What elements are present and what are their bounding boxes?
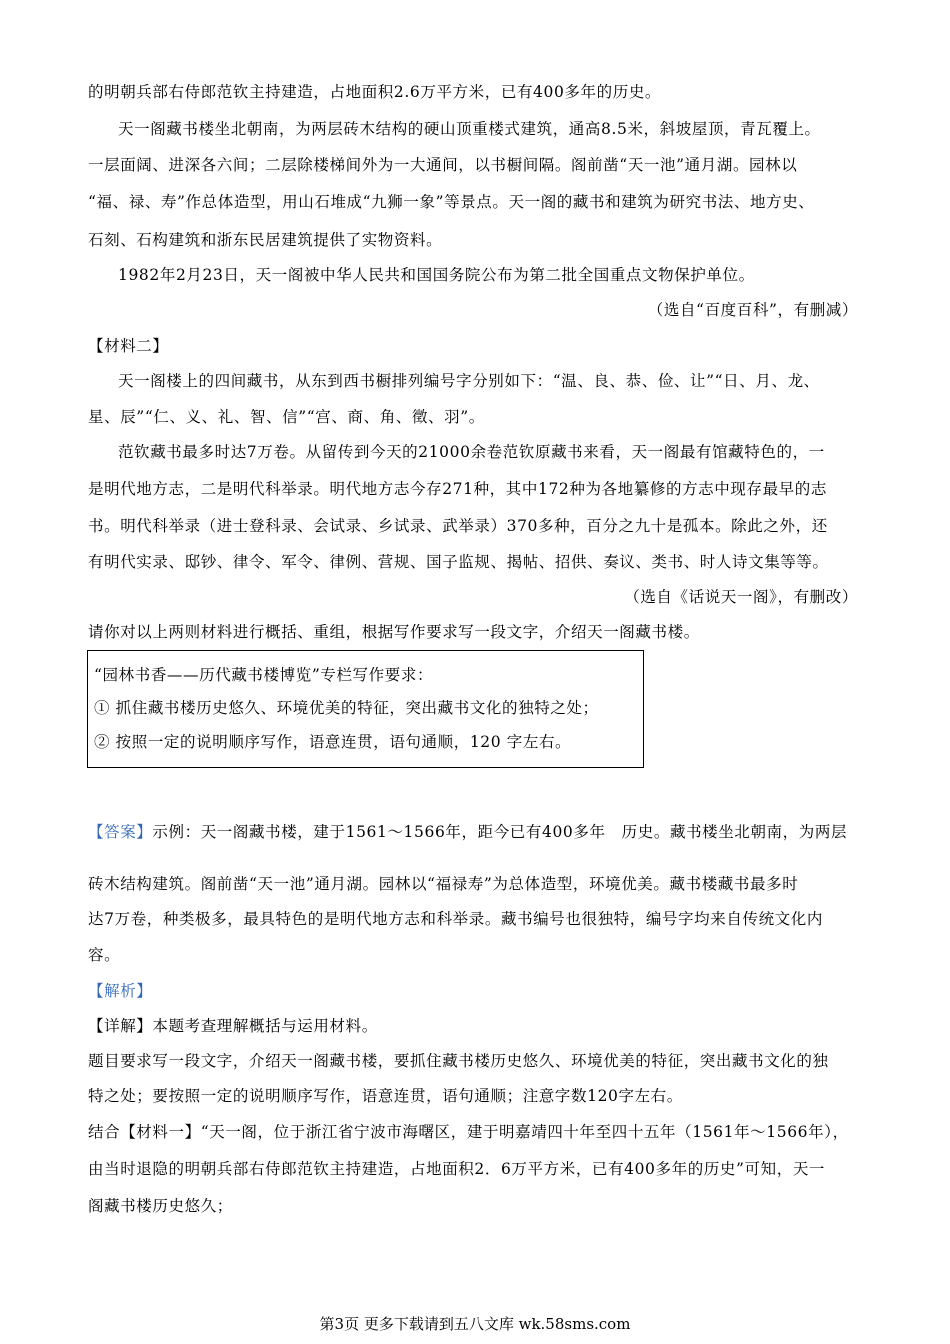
material1-paragraph: “福、禄、寿”作总体造型，用山石堆成“九狮一象”等景点。天一阁的藏书和建筑为研究书法、地方史、 (88, 193, 815, 211)
task-prompt: 请你对以上两则材料进行概括、重组，根据写作要求写一段文字，介绍天一阁藏书楼。 (88, 623, 700, 641)
material2-paragraph: 是明代地方志，二是明代科举录。明代地方志今存271种，其中172种为各地纂修的方志中现存最早的志 (88, 480, 827, 498)
requirements-box (87, 650, 644, 768)
material2-source: （选自《话说天一阁》，有删改） (624, 588, 858, 606)
requirements-item: ② 按照一定的说明顺序写作，语意连贯，语句通顺，120 字左右。 (94, 733, 572, 751)
material2-paragraph: 有明代实录、邸钞、律令、军令、律例、营规、国子监规、揭帖、招供、奏议、类书、时人诗文集等等。 (88, 553, 829, 571)
analysis-label: 【解析】 (88, 982, 153, 1000)
requirements-item: ① 抓住藏书楼历史悠久、环境优美的特征，突出藏书文化的独特之处； (94, 699, 599, 717)
requirements-title: “园林书香——历代藏书楼博览”专栏写作要求： (94, 666, 434, 684)
material1-paragraph: 1982年2月23日，天一阁被中华人民共和国国务院公布为第二批全国重点文物保护单位。 (118, 266, 755, 284)
material2-paragraph: 书。明代科举录（进士登科录、会试录、乡试录、武举录）370多种，百分之九十是孤本。除此之外，还 (88, 517, 828, 535)
material2-paragraph: 范钦藏书最多时达7万卷。从留传到今天的21000余卷范钦原藏书来看，天一阁最有馆藏特色的，一 (118, 443, 825, 461)
material1-paragraph: 石刻、石构建筑和浙东民居建筑提供了实物资料。 (88, 231, 443, 249)
material2-paragraph: 天一阁楼上的四间藏书，从东到西书橱排列编号字分别如下：“温、良、恭、俭、让”“日、月、龙、 (118, 372, 820, 390)
analysis-paragraph: 由当时退隐的明朝兵部右侍郎范钦主持建造，占地面积2．6万平方米，已有400多年的历史”可知，天一 (88, 1160, 826, 1178)
material1-paragraph: 一层面阔、进深各六间；二层除楼梯间外为一大通间，以书橱间隔。阁前凿“天一池”通月湖。园林以 (88, 156, 798, 174)
page-footer: 第3页 更多下载请到五八文库 wk.58sms.com (319, 1315, 631, 1333)
material1-paragraph: 天一阁藏书楼坐北朝南，为两层砖木结构的硬山顶重楼式建筑，通高8.5米，斜坡屋顶，青瓦覆上。 (118, 120, 821, 138)
material1-line: 的明朝兵部右侍郎范钦主持建造，占地面积2.6万平方米，已有400多年的历史。 (88, 83, 662, 101)
analysis-paragraph: 结合【材料一】“天一阁，位于浙江省宁波市海曙区，建于明嘉靖四十年至四十五年（1561年～1566年）， (88, 1123, 849, 1141)
answer-text: 砖木结构建筑。阁前凿“天一池”通月湖。园林以“福禄寿”为总体造型，环境优美。藏书楼藏书最多时 (88, 875, 799, 893)
answer-label: 【答案】 (88, 823, 153, 841)
analysis-paragraph: 题目要求写一段文字，介绍天一阁藏书楼，要抓住藏书楼历史悠久、环境优美的特征，突出藏书文化的独 (88, 1052, 829, 1070)
analysis-paragraph: 阁藏书楼历史悠久； (88, 1197, 233, 1215)
material2-paragraph: 星、辰”“仁、义、礼、智、信”“宫、商、角、徵、羽”。 (88, 408, 485, 426)
answer-text: 达7万卷，种类极多，最具特色的是明代地方志和科举录。藏书编号也很独特，编号字均来自传统文化内 (88, 910, 823, 928)
analysis-detail: 【详解】本题考查理解概括与运用材料。 (88, 1017, 378, 1035)
material1-source: （选自“百度百科”，有删减） (647, 301, 858, 319)
material2-heading: 【材料二】 (88, 337, 169, 355)
answer-text: 容。 (88, 946, 121, 964)
answer-text: 示例：天一阁藏书楼，建于1561～1566年，距今已有400多年 历史。藏书楼坐北朝南，为两层 (152, 823, 848, 841)
analysis-paragraph: 特之处；要按照一定的说明顺序写作，语意连贯，语句通顺；注意字数120字左右。 (88, 1087, 683, 1105)
answer-line (88, 820, 847, 842)
